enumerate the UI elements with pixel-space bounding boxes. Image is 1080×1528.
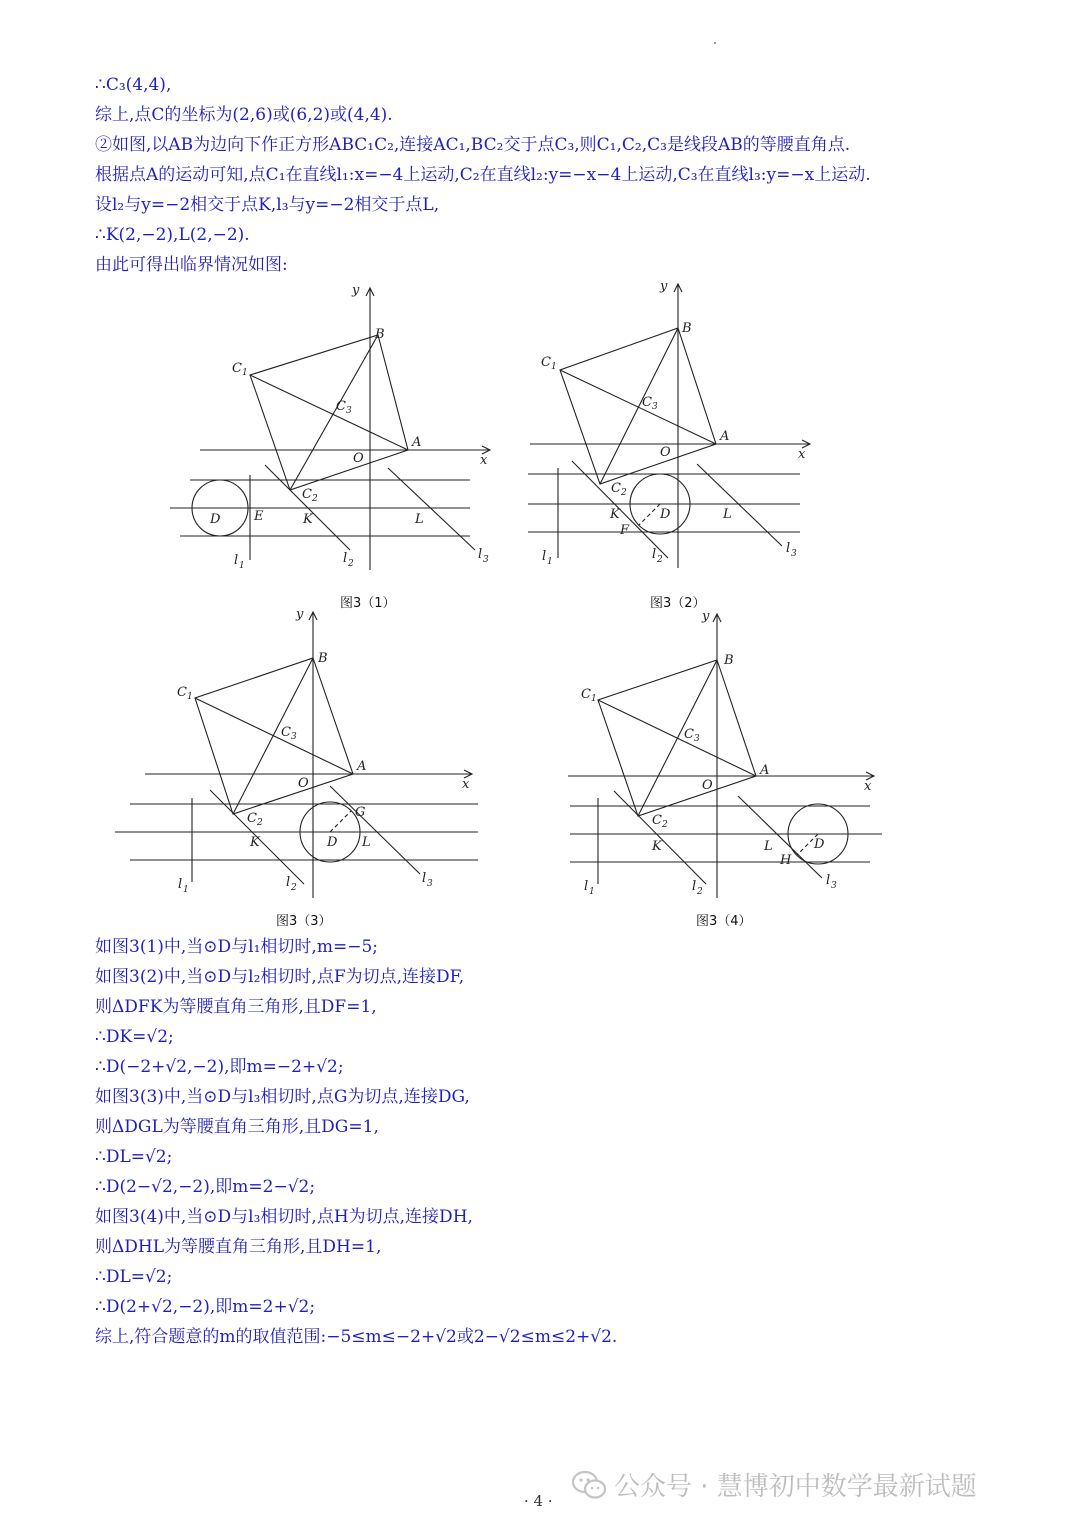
text-line-19: ∴DL=√2; <box>95 1267 173 1287</box>
text-line-7: 由此可得出临界情况如图: <box>95 255 288 275</box>
label-B: B <box>682 321 692 336</box>
label-l1-sub: 1 <box>547 557 553 567</box>
label-C2-sub: 2 <box>662 820 668 830</box>
label-D: D <box>660 507 671 522</box>
label-l3-sub: 3 <box>831 881 837 891</box>
label-C2: C <box>611 481 621 496</box>
caption-3-3: 图3（3） <box>276 914 332 929</box>
label-O: O <box>660 445 671 460</box>
text-line-3: ②如图,以AB为边向下作正方形ABC₁C₂,连接AC₁,BC₂交于点C₃,则C₁,C₂,C₃是线段AB的等腰直角点. <box>95 135 851 155</box>
label-C3: C <box>281 725 291 740</box>
label-O: O <box>298 776 309 791</box>
text-line-6: ∴K(2,−2),L(2,−2). <box>95 225 250 245</box>
caption-3-2: 图3（2） <box>650 596 706 611</box>
figure-3-2 <box>520 278 820 578</box>
label-E: E <box>254 509 264 524</box>
text-line-11: ∴DK=√2; <box>95 1027 174 1047</box>
label-L: L <box>764 839 773 854</box>
text-line-12: ∴D(−2+√2,−2),即m=−2+√2; <box>95 1057 344 1077</box>
label-C1: C <box>232 361 242 376</box>
label-O: O <box>353 451 364 466</box>
label-l2: l <box>343 551 348 566</box>
label-l3: l <box>422 871 427 886</box>
label-l1: l <box>542 549 547 564</box>
label-l3: l <box>786 541 791 556</box>
watermark-text: 公众号 · 慧博初中数学最新试题 <box>614 1472 977 1502</box>
label-C3: C <box>336 399 346 414</box>
label-C2-sub: 2 <box>621 488 627 498</box>
figure-3-3 <box>110 606 490 906</box>
label-l1: l <box>234 553 239 568</box>
label-y: y <box>702 609 710 624</box>
label-B: B <box>375 327 385 342</box>
text-line-2: 综上,点C的坐标为(2,6)或(6,2)或(4,4). <box>95 105 393 125</box>
label-C1: C <box>581 687 591 702</box>
label-A: A <box>720 429 730 444</box>
text-line-10: 则ΔDFK为等腰直角三角形,且DF=1, <box>95 997 377 1017</box>
label-B: B <box>318 651 328 666</box>
caption-3-1: 图3（1） <box>340 596 396 611</box>
label-l2: l <box>286 875 291 890</box>
text-line-20: ∴D(2+√2,−2),即m=2+√2; <box>95 1297 316 1317</box>
caption-3-4: 图3（4） <box>696 914 752 929</box>
label-C3-sub: 3 <box>291 732 297 742</box>
label-C1-sub: 1 <box>242 368 248 378</box>
label-A: A <box>760 763 770 778</box>
label-l1-sub: 1 <box>239 561 245 571</box>
figure-3-4 <box>560 608 890 904</box>
scan-dot <box>714 42 716 44</box>
label-C1-sub: 1 <box>551 362 557 372</box>
label-A: A <box>357 759 367 774</box>
label-l2-sub: 2 <box>348 559 354 569</box>
text-line-15: ∴DL=√2; <box>95 1147 173 1167</box>
label-L: L <box>723 507 732 522</box>
label-C1: C <box>541 355 551 370</box>
label-C3: C <box>684 727 694 742</box>
label-x: x <box>864 779 872 794</box>
label-D: D <box>327 835 338 850</box>
label-C2: C <box>302 487 312 502</box>
label-B: B <box>724 653 734 668</box>
wechat-icon <box>572 1470 606 1500</box>
label-y: y <box>352 283 360 298</box>
text-line-13: 如图3(3)中,当⊙D与l₃相切时,点G为切点,连接DG, <box>95 1087 470 1107</box>
label-l2-sub: 2 <box>657 555 663 565</box>
text-line-8: 如图3(1)中,当⊙D与l₁相切时,m=−5; <box>95 937 378 957</box>
label-O: O <box>702 778 713 793</box>
label-D: D <box>814 837 825 852</box>
label-L: L <box>362 835 371 850</box>
label-G: G <box>355 805 366 820</box>
label-l3-sub: 3 <box>427 879 433 889</box>
label-C3: C <box>642 395 652 410</box>
label-l3: l <box>478 547 483 562</box>
text-line-17: 如图3(4)中,当⊙D与l₃相切时,点H为切点,连接DH, <box>95 1207 473 1227</box>
label-C1-sub: 1 <box>591 694 597 704</box>
text-line-5: 设l₂与y=−2相交于点K,l₃与y=−2相交于点L, <box>95 195 440 215</box>
label-l3-sub: 3 <box>483 555 489 565</box>
label-C3-sub: 3 <box>346 406 352 416</box>
label-y: y <box>660 279 668 294</box>
label-x: x <box>480 453 488 468</box>
label-l2: l <box>692 879 697 894</box>
label-K: K <box>250 835 260 850</box>
label-l1-sub: 1 <box>589 887 595 897</box>
label-x: x <box>798 447 806 462</box>
label-y: y <box>296 607 304 622</box>
text-line-9: 如图3(2)中,当⊙D与l₂相切时,点F为切点,连接DF, <box>95 967 465 987</box>
page-number: · 4 · <box>524 1492 553 1510</box>
label-l1-sub: 1 <box>183 885 189 895</box>
watermark <box>572 1466 977 1503</box>
label-F: F <box>620 523 630 538</box>
label-K: K <box>652 839 662 854</box>
label-K: K <box>303 512 313 527</box>
label-C1: C <box>177 685 187 700</box>
label-C3-sub: 3 <box>694 734 700 744</box>
label-C2: C <box>652 813 662 828</box>
label-D: D <box>210 512 221 527</box>
label-C2-sub: 2 <box>257 818 263 828</box>
text-line-16: ∴D(2−√2,−2),即m=2−√2; <box>95 1177 316 1197</box>
text-line-18: 则ΔDHL为等腰直角三角形,且DH=1, <box>95 1237 382 1257</box>
label-l3-sub: 3 <box>791 549 797 559</box>
label-l1: l <box>584 879 589 894</box>
text-line-1: ∴C₃(4,4), <box>95 75 172 95</box>
text-line-4: 根据点A的运动可知,点C₁在直线l₁:x=−4上运动,C₂在直线l₂:y=−x−4上运动,C₃在直线l₃:y=−x上运动. <box>95 165 871 185</box>
label-l1: l <box>178 877 183 892</box>
label-C2: C <box>247 811 257 826</box>
text-line-21: 综上,符合题意的m的取值范围:−5≤m≤−2+√2或2−√2≤m≤2+√2. <box>95 1327 618 1347</box>
label-x: x <box>462 777 470 792</box>
label-A: A <box>412 435 422 450</box>
label-L: L <box>415 512 424 527</box>
label-K: K <box>610 507 620 522</box>
label-l3: l <box>826 873 831 888</box>
label-H: H <box>780 853 792 868</box>
label-l2-sub: 2 <box>697 887 703 897</box>
label-C1-sub: 1 <box>187 692 193 702</box>
label-C3-sub: 3 <box>652 402 658 412</box>
figure-3-1 <box>160 280 510 580</box>
label-l2: l <box>652 547 657 562</box>
text-line-14: 则ΔDGL为等腰直角三角形,且DG=1, <box>95 1117 379 1137</box>
label-C2-sub: 2 <box>312 494 318 504</box>
label-l2-sub: 2 <box>291 883 297 893</box>
